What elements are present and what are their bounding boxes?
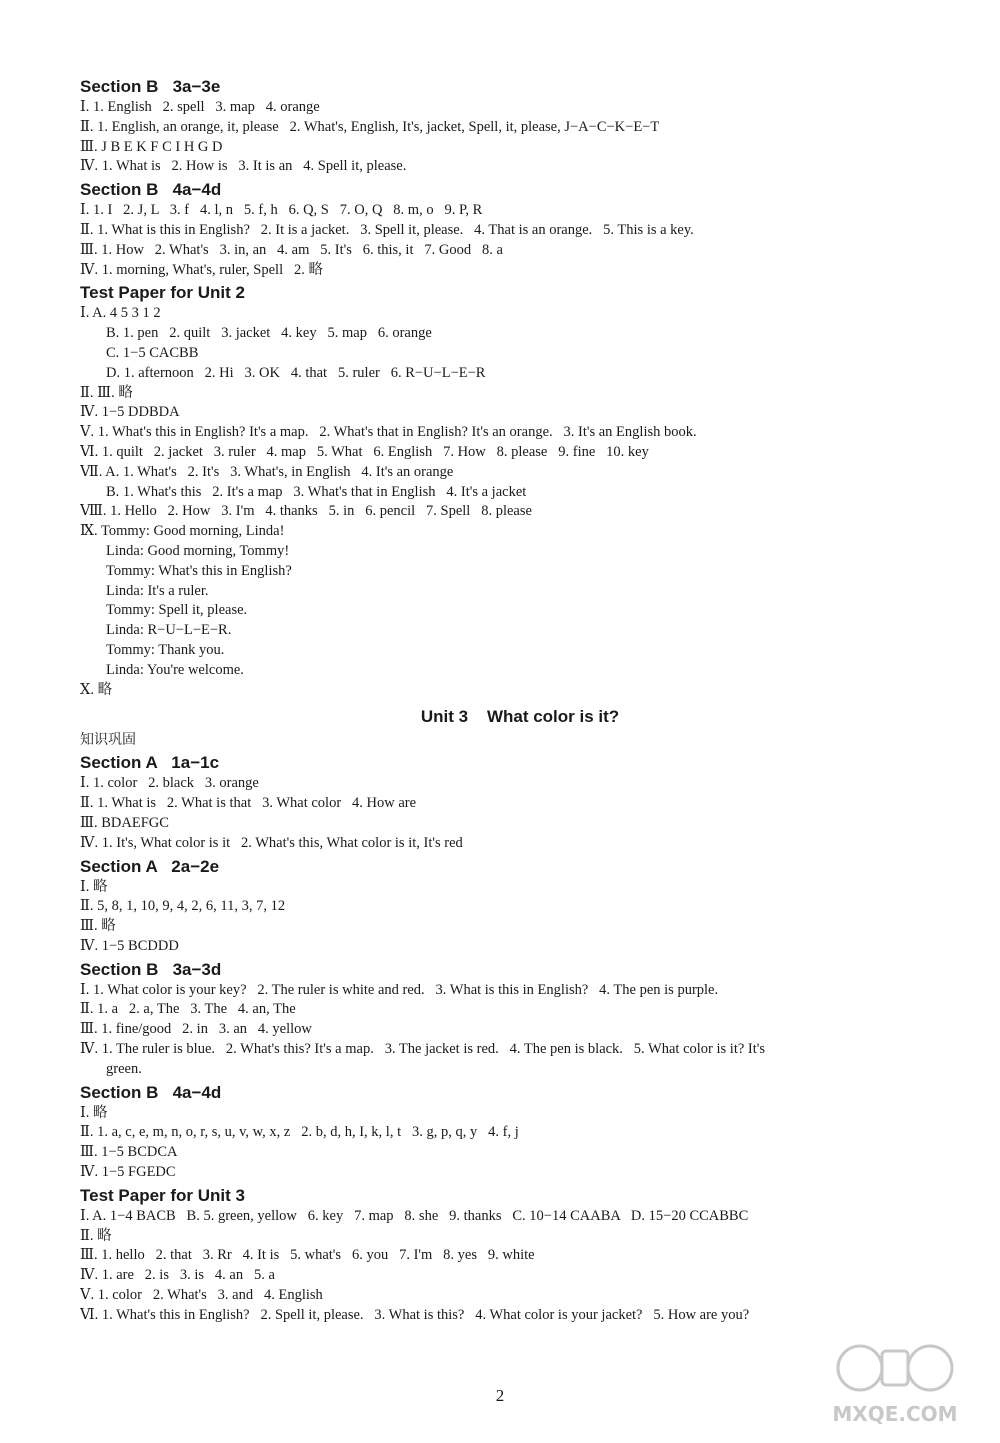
answer-line: Ⅳ. 1−5 DDBDA xyxy=(80,404,180,421)
answer-line: Ⅰ. 1. What color is your key? 2. The ruler is white and red. 3. What is this in English? 4. The pen is purple. xyxy=(80,981,719,998)
answer-line: Ⅲ. BDAEFGC xyxy=(80,814,169,831)
section-heading: Section A 1a−1c xyxy=(80,753,220,773)
answer-line: Ⅲ. 1. hello 2. that 3. Rr 4. It is 5. what's 6. you 7. I'm 8. yes 9. white xyxy=(80,1247,535,1264)
section-heading: Section B 4a−4d xyxy=(80,180,222,200)
answer-line-indented: Linda: You're welcome. xyxy=(106,661,244,678)
subsection-label: 知识巩固 xyxy=(80,732,136,749)
answer-line: Ⅰ. 1. I 2. J, L 3. f 4. l, n 5. f, h 6. Q, S 7. O, Q 8. m, o 9. P, R xyxy=(80,202,483,219)
section-heading: Section B 4a−4d xyxy=(80,1082,222,1102)
answer-line: Ⅱ. 1. English, an orange, it, please 2. What's, English, It's, jacket, Spell, it, please, J−A−C−K−E−T xyxy=(80,118,660,135)
answer-line-indented: Tommy: Spell it, please. xyxy=(106,602,248,619)
answer-line: Ⅰ. 略 xyxy=(80,1104,108,1121)
answer-line: Ⅲ. 1−5 BCDCA xyxy=(80,1144,178,1161)
answer-line: Ⅳ. 1−5 BCDDD xyxy=(80,937,179,954)
answer-line: Ⅳ. 1. It's, What color is it 2. What's this, What color is it, It's red xyxy=(80,834,463,851)
answer-line: Ⅰ. A. 1−4 BACB B. 5. green, yellow 6. key 7. map 8. she 9. thanks C. 10−14 CAABA D. 15−20 CCABBC xyxy=(80,1207,749,1224)
answer-line-indented: Tommy: What's this in English? xyxy=(106,562,292,579)
answer-line: Ⅲ. 略 xyxy=(80,918,116,935)
page-number: 2 xyxy=(495,1386,505,1405)
section-heading: Section B 3a−3e xyxy=(80,77,221,96)
answer-line-indented: D. 1. afternoon 2. Hi 3. OK 4. that 5. ruler 6. R−U−L−E−R xyxy=(106,364,486,381)
answer-line: Ⅰ. 1. color 2. black 3. orange xyxy=(80,775,259,792)
watermark-icon xyxy=(820,1333,970,1433)
answer-line: Ⅲ. 1. How 2. What's 3. in, an 4. am 5. It's 6. this, it 7. Good 8. a xyxy=(80,241,503,258)
answer-line-indented: B. 1. What's this 2. It's a map 3. What's that in English 4. It's a jacket xyxy=(106,483,527,500)
answer-line-indented: Tommy: Thank you. xyxy=(106,641,225,658)
answer-line: Ⅵ. 1. What's this in English? 2. Spell it, please. 3. What is this? 4. What color is your jacket? 5. How are you? xyxy=(80,1306,750,1323)
answer-line: Ⅲ. 1. fine/good 2. in 3. an 4. yellow xyxy=(80,1021,312,1038)
watermark-text: MXQE.COM xyxy=(832,1402,958,1426)
answer-line: Ⅱ. 1. What is this in English? 2. It is a jacket. 3. Spell it, please. 4. That is an orange. 5. This is a key. xyxy=(80,221,694,238)
answer-line: Ⅵ. 1. quilt 2. jacket 3. ruler 4. map 5. What 6. English 7. How 8. please 9. fine 10. key xyxy=(80,443,649,460)
answer-line: Ⅰ. 1. English 2. spell 3. map 4. orange xyxy=(80,99,320,115)
answer-line: Ⅳ. 1. are 2. is 3. is 4. an 5. a xyxy=(80,1267,275,1284)
answer-line: Ⅱ. Ⅲ. 略 xyxy=(80,384,133,401)
answer-line: Ⅲ. J B E K F C I H G D xyxy=(80,138,223,155)
answer-line: Ⅰ. A. 4 5 3 1 2 xyxy=(80,305,161,322)
answer-line: Ⅴ. 1. color 2. What's 3. and 4. English xyxy=(80,1287,323,1304)
answer-line: Ⅱ. 1. What is 2. What is that 3. What color 4. How are xyxy=(80,795,417,812)
answer-line-indented: Linda: It's a ruler. xyxy=(106,582,209,599)
answer-line: Ⅳ. 1−5 FGEDC xyxy=(80,1164,176,1181)
answer-line: Ⅱ. 1. a, c, e, m, n, o, r, s, u, v, w, x, z 2. b, d, h, I, k, l, t 3. g, p, q, y 4. f, j xyxy=(80,1124,519,1141)
answer-line: Ⅶ. A. 1. What's 2. It's 3. What's, in English 4. It's an orange xyxy=(80,463,454,480)
unit-title: Unit 3 What color is it? xyxy=(420,707,620,727)
answer-line: Ⅹ. 略 xyxy=(80,681,113,698)
answer-line: Ⅴ. 1. What's this in English? It's a map. 2. What's that in English? It's an orange. 3. It's an English book. xyxy=(80,424,697,441)
answer-line: Ⅸ. Tommy: Good morning, Linda! xyxy=(80,523,285,540)
section-heading: Section A 2a−2e xyxy=(80,856,220,876)
answer-line-indented: C. 1−5 CACBB xyxy=(106,344,199,361)
answer-line: Ⅰ. 略 xyxy=(80,878,108,895)
answer-line: Ⅳ. 1. morning, What's, ruler, Spell 2. 略 xyxy=(80,261,323,278)
answer-line: Ⅱ. 1. a 2. a, The 3. The 4. an, The xyxy=(80,1001,296,1018)
section-heading: Test Paper for Unit 3 xyxy=(80,1185,245,1205)
answer-line: Ⅱ. 5, 8, 1, 10, 9, 4, 2, 6, 11, 3, 7, 12 xyxy=(80,898,286,915)
answer-line: Ⅳ. 1. The ruler is blue. 2. What's this? It's a map. 3. The jacket is red. 4. The pen is black. 5. What color is it? It's xyxy=(80,1041,766,1058)
answer-line-indented: Linda: Good morning, Tommy! xyxy=(106,542,290,559)
answer-line: Ⅱ. 略 xyxy=(80,1227,112,1244)
answer-page xyxy=(80,74,960,1326)
watermark-logo xyxy=(820,1333,970,1433)
answer-line: Ⅷ. 1. Hello 2. How 3. I'm 4. thanks 5. in 6. pencil 7. Spell 8. please xyxy=(80,503,532,520)
answer-line-indented: B. 1. pen 2. quilt 3. jacket 4. key 5. map 6. orange xyxy=(106,325,432,342)
answer-line-indented: green. xyxy=(106,1060,142,1077)
answer-line-indented: Linda: R−U−L−E−R. xyxy=(106,622,232,639)
section-heading: Test Paper for Unit 2 xyxy=(80,283,245,303)
answer-line: Ⅳ. 1. What is 2. How is 3. It is an 4. Spell it, please. xyxy=(80,158,407,175)
section-heading: Section B 3a−3d xyxy=(80,959,222,979)
